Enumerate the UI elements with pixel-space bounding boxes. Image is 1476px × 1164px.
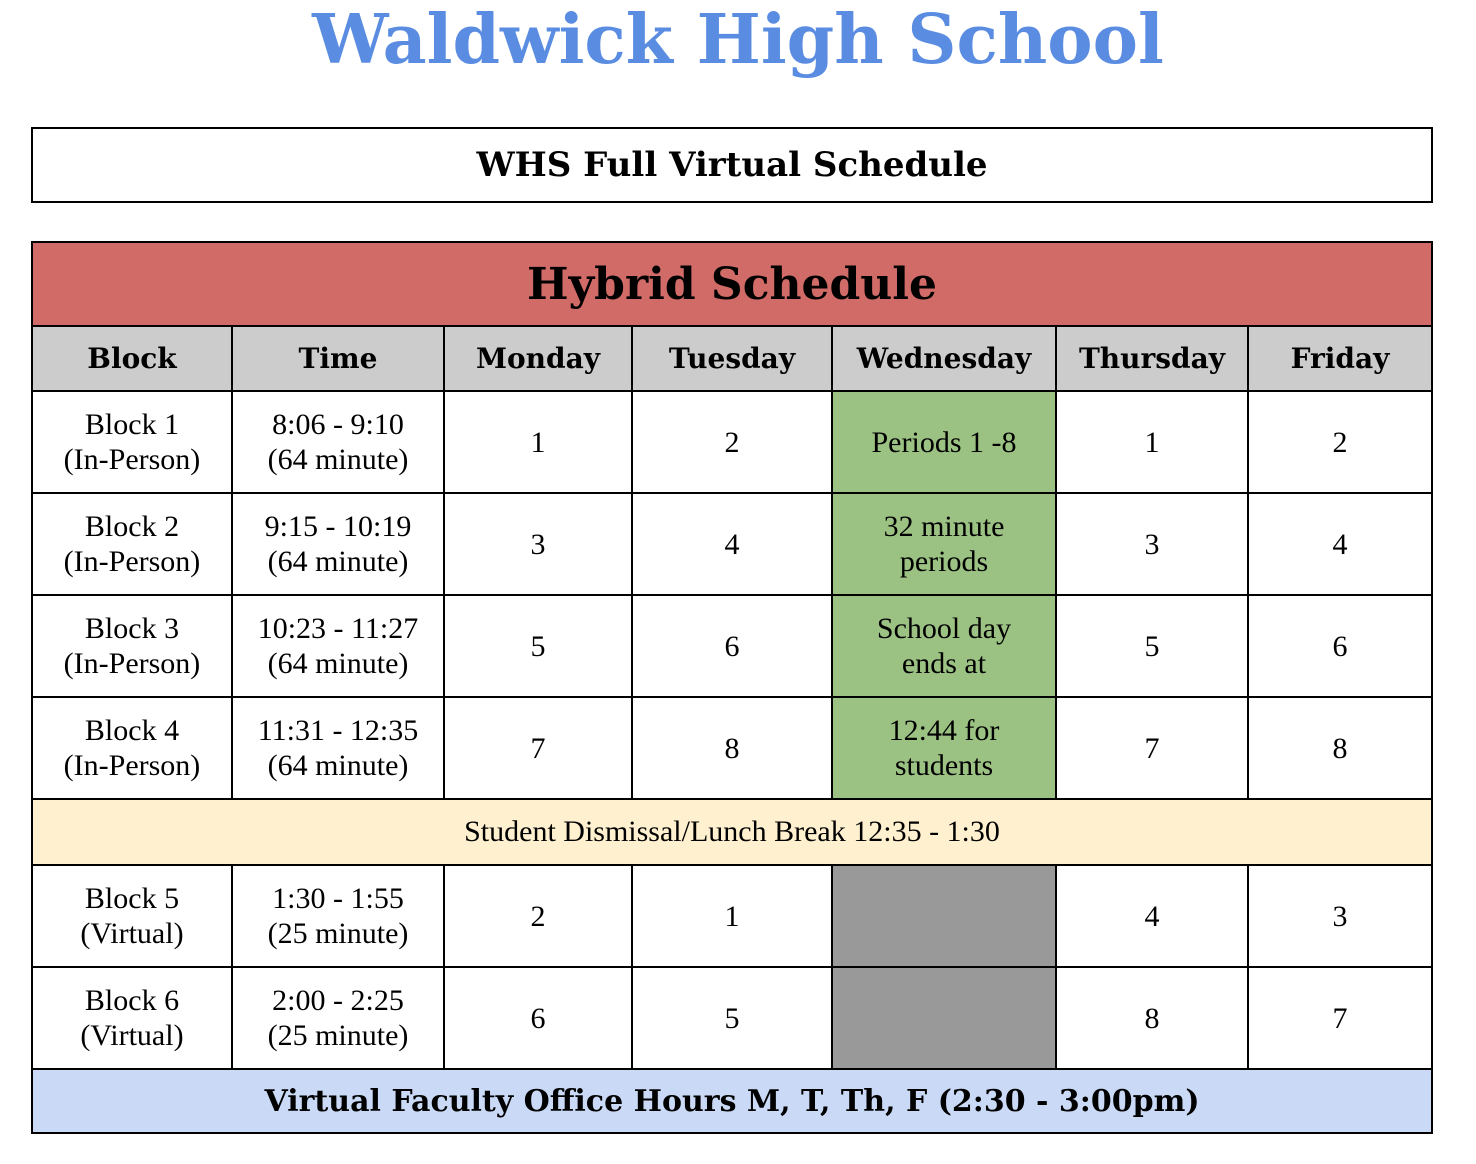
header-block: Block [32, 326, 232, 391]
wednesday-note: Periods 1 -8 [832, 391, 1056, 493]
table-row [32, 595, 1432, 697]
time-range: 8:06 - 9:10 [272, 408, 404, 441]
time-cell [232, 493, 444, 595]
wednesday-note-line: students [894, 749, 994, 782]
block-label: Block 5 [84, 882, 180, 915]
time-range: 1:30 - 1:55 [272, 882, 404, 915]
schedule-subtitle: WHS Full Virtual Schedule [31, 127, 1433, 203]
thursday-period: 1 [1056, 391, 1248, 493]
block-cell [32, 391, 232, 493]
office-hours-label: Virtual Faculty Office Hours M, T, Th, F (2:30 - 3:00pm) [32, 1069, 1432, 1133]
time-duration: (64 minute) [267, 647, 409, 680]
table-row [32, 493, 1432, 595]
monday-period: 7 [444, 697, 632, 799]
block-cell [32, 595, 232, 697]
wednesday-note-line: 12:44 for [888, 714, 1000, 747]
header-friday: Friday [1248, 326, 1432, 391]
thursday-period: 8 [1056, 967, 1248, 1069]
time-range: 2:00 - 2:25 [272, 984, 404, 1017]
friday-period: 3 [1248, 865, 1432, 967]
lunch-break-row [32, 799, 1432, 865]
time-cell [232, 967, 444, 1069]
header-time: Time [232, 326, 444, 391]
header-wednesday: Wednesday [832, 326, 1056, 391]
block-cell [32, 697, 232, 799]
wednesday-note-line: School day [876, 612, 1012, 645]
header-tuesday: Tuesday [632, 326, 832, 391]
block-mode: (In-Person) [63, 647, 201, 680]
tuesday-period: 5 [632, 967, 832, 1069]
wednesday-note [832, 595, 1056, 697]
friday-period: 8 [1248, 697, 1432, 799]
header-thursday: Thursday [1056, 326, 1248, 391]
time-cell [232, 865, 444, 967]
block-cell [32, 865, 232, 967]
wednesday-note-line: ends at [901, 647, 987, 680]
time-cell [232, 595, 444, 697]
tuesday-period: 4 [632, 493, 832, 595]
office-hours-row [32, 1069, 1432, 1133]
table-row [32, 391, 1432, 493]
monday-period: 3 [444, 493, 632, 595]
tuesday-period: 1 [632, 865, 832, 967]
block-mode: (In-Person) [63, 545, 201, 578]
wednesday-note-line: 32 minute [883, 510, 1005, 543]
block-label: Block 3 [84, 612, 180, 645]
tuesday-period: 6 [632, 595, 832, 697]
block-mode: (In-Person) [63, 749, 201, 782]
time-duration: (64 minute) [267, 545, 409, 578]
block-cell [32, 967, 232, 1069]
table-title: Hybrid Schedule [32, 242, 1432, 326]
tuesday-period: 8 [632, 697, 832, 799]
block-mode: (In-Person) [63, 443, 201, 476]
time-cell [232, 391, 444, 493]
time-duration: (64 minute) [267, 749, 409, 782]
header-monday: Monday [444, 326, 632, 391]
table-row [32, 967, 1432, 1069]
monday-period: 2 [444, 865, 632, 967]
block-cell [32, 493, 232, 595]
wednesday-note [832, 697, 1056, 799]
thursday-period: 3 [1056, 493, 1248, 595]
table-title-row [32, 242, 1432, 326]
time-range: 11:31 - 12:35 [257, 714, 419, 747]
thursday-period: 4 [1056, 865, 1248, 967]
time-duration: (64 minute) [267, 443, 409, 476]
friday-period: 6 [1248, 595, 1432, 697]
block-label: Block 1 [84, 408, 180, 441]
friday-period: 2 [1248, 391, 1432, 493]
thursday-period: 5 [1056, 595, 1248, 697]
time-cell [232, 697, 444, 799]
wednesday-note-line: periods [899, 545, 989, 578]
block-mode: (Virtual) [80, 917, 184, 950]
block-label: Block 6 [84, 984, 180, 1017]
table-row [32, 697, 1432, 799]
lunch-break-label: Student Dismissal/Lunch Break 12:35 - 1:30 [32, 799, 1432, 865]
table-header-row [32, 326, 1432, 391]
time-range: 9:15 - 10:19 [264, 510, 412, 543]
time-range: 10:23 - 11:27 [257, 612, 419, 645]
wednesday-empty-cell [832, 967, 1056, 1069]
wednesday-note [832, 493, 1056, 595]
monday-period: 1 [444, 391, 632, 493]
tuesday-period: 2 [632, 391, 832, 493]
block-mode: (Virtual) [80, 1019, 184, 1052]
block-label: Block 2 [84, 510, 180, 543]
thursday-period: 7 [1056, 697, 1248, 799]
wednesday-empty-cell [832, 865, 1056, 967]
hybrid-schedule-table [31, 241, 1433, 1134]
time-duration: (25 minute) [267, 917, 409, 950]
school-title: Waldwick High School [312, 0, 1164, 80]
monday-period: 5 [444, 595, 632, 697]
table-row [32, 865, 1432, 967]
friday-period: 7 [1248, 967, 1432, 1069]
time-duration: (25 minute) [267, 1019, 409, 1052]
block-label: Block 4 [84, 714, 180, 747]
friday-period: 4 [1248, 493, 1432, 595]
monday-period: 6 [444, 967, 632, 1069]
